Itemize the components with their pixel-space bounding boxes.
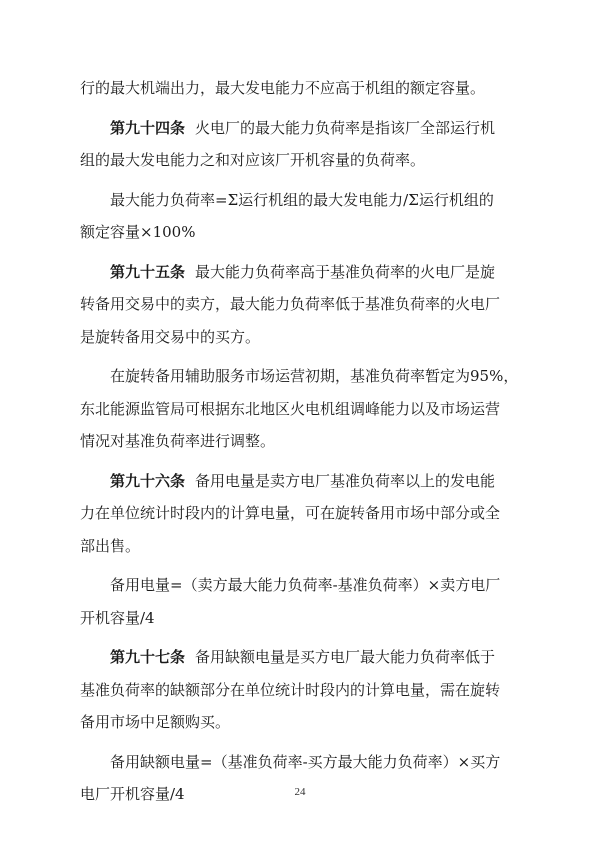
- text-line: [80, 112, 532, 145]
- line-text: 基准负荷率的缺额部分在单位统计时段内的计算电量，需在旋转: [80, 680, 501, 699]
- line-text: 组的最大发电能力之和对应该厂开机容量的负荷率。: [80, 151, 426, 169]
- text-line: [80, 72, 532, 105]
- paragraph-spacing: [80, 177, 532, 184]
- paragraph-spacing: [80, 458, 532, 465]
- text-line: [80, 746, 532, 779]
- line-text: 电厂开机容量/4: [80, 785, 185, 803]
- text-line: [80, 465, 532, 498]
- text-line: [80, 569, 532, 602]
- line-text: 额定容量×100%: [80, 223, 196, 241]
- line-text: 最大能力负荷率高于基准负荷率的火电厂是旋: [195, 262, 496, 281]
- line-text: 部出售。: [80, 536, 141, 555]
- line-text: 备用电量是卖方电厂基准负荷率以上的发电能: [195, 471, 496, 490]
- paragraph-spacing: [80, 562, 532, 569]
- text-line: [80, 393, 532, 426]
- paragraph-p6: [80, 569, 532, 634]
- line-text: 力在单位统计时段内的计算电量，可在旋转备用市场中部分或全: [80, 504, 501, 522]
- paragraph-spacing: [80, 105, 532, 112]
- document-body: [80, 72, 532, 811]
- line-text: 最大能力负荷率=Σ运行机组的最大发电能力/Σ运行机组的: [110, 190, 494, 209]
- text-line: [80, 530, 532, 563]
- line-text: 在旋转备用辅助服务市场运营初期，基准负荷率暂定为95%，: [110, 367, 519, 385]
- line-text: 火电厂的最大能力负荷率是指该厂全部运行机: [195, 118, 496, 137]
- paragraph-p1: [80, 112, 532, 177]
- line-text: 备用缺额电量是买方电厂最大能力负荷率低于: [195, 648, 496, 666]
- page-number: 24: [294, 786, 306, 798]
- line-text: 东北能源监管局可根据东北地区火电机组调峰能力以及市场运营: [80, 399, 501, 418]
- text-line: [80, 425, 532, 458]
- paragraph-spacing: [80, 249, 532, 256]
- text-line: [80, 497, 532, 530]
- text-line: [80, 216, 532, 249]
- line-text: 转备用交易中的卖方，最大能力负荷率低于基准负荷率的火电厂: [80, 295, 501, 313]
- article-number: 第九十五条: [110, 262, 186, 281]
- text-line: [80, 321, 532, 354]
- paragraph-p0: [80, 72, 532, 105]
- line-text: 是旋转备用交易中的买方。: [80, 327, 261, 346]
- paragraph-p5: [80, 465, 532, 563]
- paragraph-p2: [80, 184, 532, 249]
- line-text: 备用缺额电量=（基准负荷率-买方最大能力负荷率）×买方: [110, 752, 501, 771]
- line-text: 备用电量=（卖方最大能力负荷率-基准负荷率）×卖方电厂: [110, 576, 501, 594]
- paragraph-p4: [80, 360, 532, 458]
- paragraph-p7: [80, 641, 532, 739]
- text-line: [80, 256, 532, 289]
- line-text: 备用市场中足额购买。: [80, 713, 231, 731]
- line-text: 情况对基准负荷率进行调整。: [80, 432, 276, 450]
- text-line: [80, 674, 532, 707]
- paragraph-spacing: [80, 353, 532, 360]
- text-line: [80, 288, 532, 321]
- paragraph-spacing: [80, 739, 532, 746]
- text-line: [80, 641, 532, 674]
- text-line: [80, 184, 532, 217]
- line-text: 开机容量/4: [80, 608, 155, 627]
- paragraph-spacing: [80, 634, 532, 641]
- line-text: 行的最大机端出力，最大发电能力不应高于机组的额定容量。: [80, 79, 486, 97]
- text-line: [80, 706, 532, 739]
- article-number: 第九十四条: [110, 118, 186, 137]
- text-line: [80, 602, 532, 635]
- paragraph-p3: [80, 256, 532, 354]
- article-number: 第九十七条: [110, 648, 186, 666]
- text-line: [80, 360, 532, 393]
- article-number: 第九十六条: [110, 471, 186, 490]
- paragraph-p8: [80, 746, 532, 811]
- text-line: [80, 144, 532, 177]
